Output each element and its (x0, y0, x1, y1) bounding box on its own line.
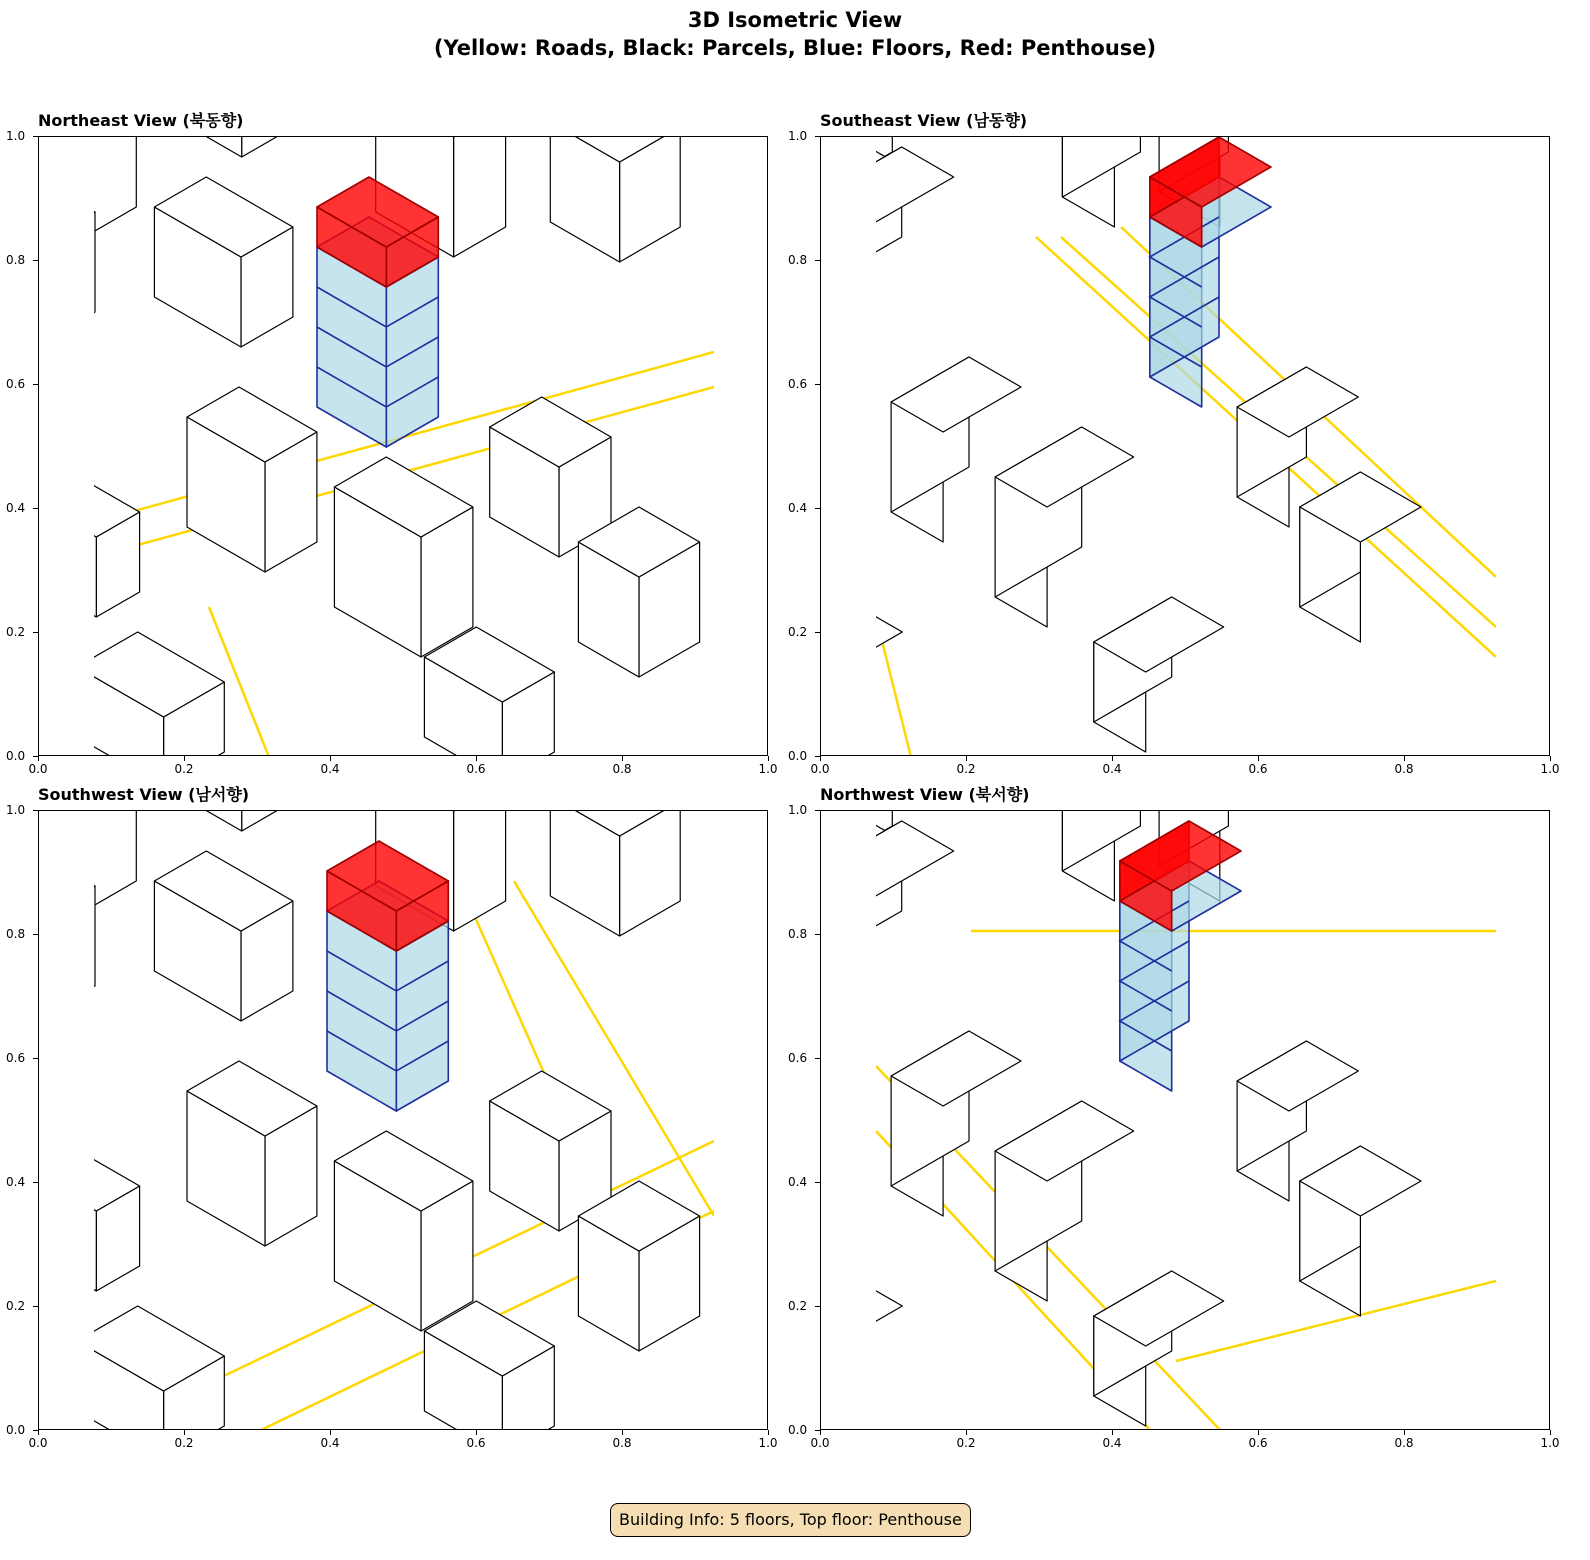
y-tick-mark (815, 1430, 820, 1431)
y-tick-label: 0.4 (788, 1175, 808, 1189)
x-tick-label: 0.6 (1248, 1436, 1268, 1450)
y-tick-mark (815, 508, 820, 509)
x-tick-mark (1112, 1430, 1113, 1435)
parcel-face (181, 811, 242, 831)
parcel-face (821, 137, 842, 277)
y-tick-mark (33, 1306, 38, 1307)
y-tick-mark (33, 384, 38, 385)
x-tick-label: 0.6 (1248, 762, 1268, 776)
x-tick-label: 0.0 (810, 762, 830, 776)
x-tick-label: 0.2 (174, 1436, 194, 1450)
y-tick-mark (33, 1058, 38, 1059)
x-tick-mark (1258, 756, 1259, 761)
x-tick-label: 0.4 (1102, 1436, 1122, 1450)
y-tick-mark (815, 1306, 820, 1307)
y-tick-mark (33, 136, 38, 137)
x-tick-mark (476, 1430, 477, 1435)
y-tick-mark (815, 1058, 820, 1059)
southwest-view-plot (38, 810, 768, 1430)
x-tick-mark (820, 1430, 821, 1435)
x-tick-mark (966, 1430, 967, 1435)
parcel-face (821, 871, 867, 991)
parcel-face (41, 137, 93, 232)
x-tick-mark (38, 1430, 39, 1435)
y-tick-label: 0.4 (6, 1175, 26, 1189)
parcel-face (821, 1126, 861, 1186)
y-tick-mark (815, 384, 820, 385)
parcel-face (242, 137, 285, 157)
y-tick-mark (815, 810, 820, 811)
parcel-face (821, 147, 954, 227)
y-tick-mark (33, 810, 38, 811)
x-tick-label: 1.0 (758, 762, 778, 776)
y-tick-mark (815, 1182, 820, 1183)
parcel-face (821, 821, 954, 901)
x-tick-mark (1550, 756, 1551, 761)
figure-title-line1: 3D Isometric View (687, 8, 903, 32)
y-tick-label: 0.8 (788, 253, 808, 267)
northwest-view-plot (820, 810, 1550, 1430)
x-tick-label: 1.0 (1540, 762, 1560, 776)
isometric-scene (39, 137, 768, 756)
x-tick-label: 0.0 (810, 1436, 830, 1450)
x-tick-label: 0.4 (320, 1436, 340, 1450)
x-tick-mark (622, 756, 623, 761)
y-tick-label: 0.8 (6, 253, 26, 267)
y-tick-mark (33, 632, 38, 633)
y-tick-mark (815, 260, 820, 261)
x-tick-mark (1404, 1430, 1405, 1435)
y-tick-mark (33, 934, 38, 935)
parcel-face (821, 851, 825, 986)
y-tick-mark (815, 756, 820, 757)
parcel-face (821, 811, 842, 951)
x-tick-mark (38, 756, 39, 761)
parcel-face (39, 886, 95, 1021)
y-tick-label: 0.2 (6, 625, 26, 639)
x-tick-mark (768, 756, 769, 761)
x-tick-mark (1404, 756, 1405, 761)
x-tick-mark (768, 1430, 769, 1435)
x-tick-label: 0.0 (28, 762, 48, 776)
figure-title (0, 6, 1590, 62)
parcel-face (39, 167, 95, 247)
parcel-face (39, 1176, 96, 1291)
y-tick-label: 0.6 (788, 377, 808, 391)
x-tick-label: 0.6 (466, 1436, 486, 1450)
parcel-face (39, 502, 96, 617)
parcel-face (39, 212, 95, 347)
y-tick-label: 0.4 (788, 501, 808, 515)
parcel-face (821, 177, 825, 312)
x-tick-mark (184, 756, 185, 761)
x-tick-label: 1.0 (1540, 1436, 1560, 1450)
y-tick-mark (33, 1182, 38, 1183)
x-tick-label: 0.2 (956, 762, 976, 776)
y-tick-mark (815, 136, 820, 137)
parcel-face (821, 597, 842, 717)
parcel-face (93, 811, 136, 906)
y-tick-label: 0.6 (6, 377, 26, 391)
x-tick-label: 0.2 (956, 1436, 976, 1450)
y-tick-label: 1.0 (6, 129, 26, 143)
y-tick-label: 0.0 (6, 749, 26, 763)
x-tick-mark (330, 1430, 331, 1435)
parcel-face (821, 452, 861, 512)
isometric-scene (821, 137, 1550, 756)
x-tick-label: 1.0 (758, 1436, 778, 1450)
x-tick-mark (1550, 1430, 1551, 1435)
x-tick-label: 0.8 (612, 762, 632, 776)
y-tick-mark (815, 632, 820, 633)
parcel-face (821, 1271, 842, 1391)
parcel-face (454, 811, 506, 931)
x-tick-mark (1112, 756, 1113, 761)
parcel-face (821, 1271, 902, 1356)
x-tick-label: 0.8 (1394, 1436, 1414, 1450)
x-tick-label: 0.0 (28, 1436, 48, 1450)
x-tick-mark (966, 756, 967, 761)
parcel-face (93, 137, 136, 232)
y-tick-label: 0.8 (788, 927, 808, 941)
y-tick-mark (33, 1430, 38, 1431)
y-tick-mark (33, 756, 38, 757)
y-tick-label: 0.6 (788, 1051, 808, 1065)
y-tick-label: 0.2 (6, 1299, 26, 1313)
x-tick-mark (330, 756, 331, 761)
y-tick-label: 0.6 (6, 1051, 26, 1065)
y-tick-mark (33, 508, 38, 509)
x-tick-mark (1258, 1430, 1259, 1435)
x-tick-label: 0.4 (320, 762, 340, 776)
parcel-face (821, 197, 867, 317)
y-tick-label: 0.0 (788, 749, 808, 763)
x-tick-mark (622, 1430, 623, 1435)
building-info-box: Building Info: 5 floors, Top floor: Penthouse (610, 1503, 971, 1537)
parcel-face (39, 841, 95, 921)
x-tick-mark (476, 756, 477, 761)
y-tick-label: 1.0 (788, 803, 808, 817)
y-tick-label: 0.2 (788, 625, 808, 639)
northeast-view-plot (38, 136, 768, 756)
isometric-scene (39, 811, 768, 1430)
southeast-view-plot (820, 136, 1550, 756)
parcel-face (181, 137, 242, 157)
figure-title-line2: (Yellow: Roads, Black: Parcels, Blue: Floors, Red: Penthouse) (433, 36, 1157, 60)
y-tick-label: 0.8 (6, 927, 26, 941)
parcel-face (242, 811, 285, 831)
isometric-scene (821, 811, 1550, 1430)
y-tick-label: 1.0 (6, 803, 26, 817)
x-tick-label: 0.4 (1102, 762, 1122, 776)
parcel-face (41, 811, 93, 906)
y-tick-label: 0.0 (6, 1423, 26, 1437)
y-tick-mark (815, 934, 820, 935)
y-tick-mark (33, 260, 38, 261)
y-tick-label: 0.2 (788, 1299, 808, 1313)
x-tick-label: 0.2 (174, 762, 194, 776)
y-tick-label: 1.0 (788, 129, 808, 143)
x-tick-label: 0.6 (466, 762, 486, 776)
y-tick-label: 0.4 (6, 501, 26, 515)
x-tick-mark (184, 1430, 185, 1435)
x-tick-label: 0.8 (612, 1436, 632, 1450)
x-tick-label: 0.8 (1394, 762, 1414, 776)
parcel-face (454, 137, 506, 257)
y-tick-label: 0.0 (788, 1423, 808, 1437)
x-tick-mark (820, 756, 821, 761)
